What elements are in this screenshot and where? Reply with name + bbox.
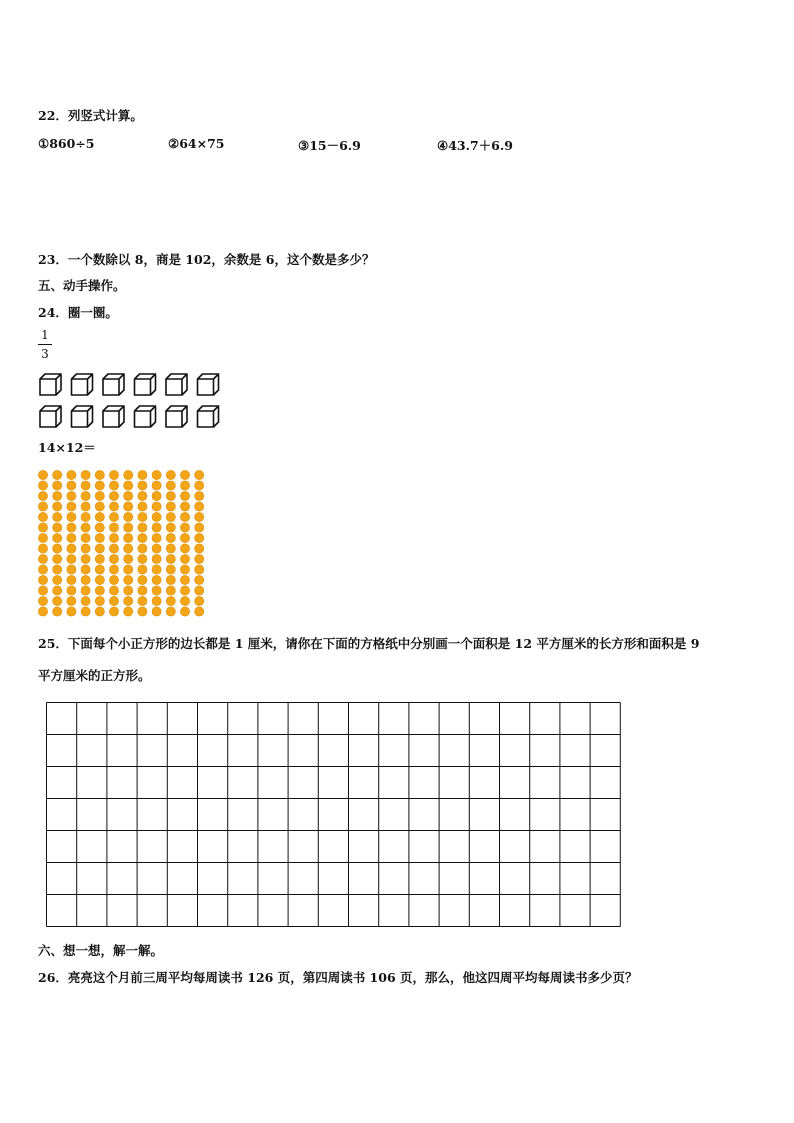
dot — [166, 481, 175, 490]
dot — [166, 470, 175, 479]
dot — [67, 607, 76, 616]
dot — [38, 575, 47, 584]
dot — [81, 596, 90, 605]
dot — [81, 523, 90, 532]
dot — [53, 523, 62, 532]
dot — [109, 491, 118, 500]
dot — [152, 512, 161, 521]
dot — [166, 533, 175, 542]
section-6-title: 六、想一想，解一解。 — [38, 943, 164, 958]
dot — [138, 554, 147, 563]
q25-line-2: 平方厘米的正方形。 — [38, 668, 151, 683]
dot — [53, 554, 62, 563]
dot — [109, 565, 118, 574]
dot — [138, 575, 147, 584]
dot — [195, 544, 204, 553]
dot — [95, 607, 104, 616]
dot — [195, 533, 204, 542]
dot — [195, 523, 204, 532]
dot — [166, 544, 175, 553]
dot — [180, 491, 189, 500]
fraction-numerator: 1 — [41, 328, 49, 342]
dot — [95, 533, 104, 542]
dot — [152, 491, 161, 500]
dot — [38, 491, 47, 500]
cube-icon — [166, 374, 187, 395]
dot — [152, 575, 161, 584]
cube-icon — [103, 406, 124, 427]
dot — [180, 470, 189, 479]
dot — [124, 470, 133, 479]
dot — [81, 607, 90, 616]
dot — [53, 565, 62, 574]
dot — [95, 481, 104, 490]
q24-heading: 24．圈一圈。 — [38, 305, 118, 320]
dot — [138, 565, 147, 574]
dot — [152, 554, 161, 563]
fraction-one-third — [38, 328, 52, 361]
dot — [166, 523, 175, 532]
dot — [180, 554, 189, 563]
dot — [195, 565, 204, 574]
dot — [67, 565, 76, 574]
dot — [166, 502, 175, 511]
dot — [81, 491, 90, 500]
dot — [166, 607, 175, 616]
dot — [124, 575, 133, 584]
dot — [109, 481, 118, 490]
dot — [67, 575, 76, 584]
dot — [53, 512, 62, 521]
cube-icon — [72, 374, 93, 395]
dot — [138, 607, 147, 616]
dot — [109, 554, 118, 563]
dot — [180, 533, 189, 542]
dot — [109, 596, 118, 605]
dot — [124, 533, 133, 542]
dot — [53, 586, 62, 595]
dot — [195, 502, 204, 511]
dot — [138, 512, 147, 521]
dot — [81, 481, 90, 490]
dot — [38, 481, 47, 490]
dot — [152, 481, 161, 490]
dot — [152, 502, 161, 511]
q22-item-2: ②64×75 — [168, 136, 225, 151]
dot — [124, 512, 133, 521]
cube-icon — [40, 374, 61, 395]
dot — [109, 607, 118, 616]
dot — [109, 586, 118, 595]
dot — [38, 533, 47, 542]
dot — [152, 470, 161, 479]
dot — [138, 523, 147, 532]
dot — [95, 586, 104, 595]
dot — [138, 544, 147, 553]
dot — [124, 523, 133, 532]
dot — [180, 523, 189, 532]
dot — [53, 575, 62, 584]
dot — [180, 575, 189, 584]
q22-item-1: ①860÷5 — [38, 136, 95, 151]
dot — [81, 575, 90, 584]
dot — [166, 512, 175, 521]
dot — [138, 481, 147, 490]
dot — [53, 481, 62, 490]
dot — [109, 544, 118, 553]
dot — [166, 565, 175, 574]
dot — [81, 565, 90, 574]
dot — [124, 565, 133, 574]
dot — [180, 565, 189, 574]
dot — [67, 554, 76, 563]
dot — [38, 512, 47, 521]
dot — [124, 491, 133, 500]
dot — [95, 544, 104, 553]
dot — [53, 470, 62, 479]
dot — [38, 586, 47, 595]
dot — [95, 502, 104, 511]
dot — [38, 565, 47, 574]
cube-icon — [198, 374, 219, 395]
q22-item-4: ④43.7＋6.9 — [437, 138, 513, 153]
dot — [81, 502, 90, 511]
q24-multiplication: 14×12＝ — [38, 440, 96, 455]
dot — [53, 607, 62, 616]
dot — [67, 523, 76, 532]
dot — [152, 544, 161, 553]
dot — [53, 491, 62, 500]
dot — [124, 481, 133, 490]
cube-icon — [135, 406, 156, 427]
dot — [180, 596, 189, 605]
dot — [109, 575, 118, 584]
dot — [81, 544, 90, 553]
dot — [95, 491, 104, 500]
dot — [81, 512, 90, 521]
dot — [38, 544, 47, 553]
dot — [195, 470, 204, 479]
dot — [109, 470, 118, 479]
q22-item-3: ③15－6.9 — [298, 138, 361, 153]
dot — [195, 554, 204, 563]
dot — [195, 575, 204, 584]
dot — [180, 607, 189, 616]
dot — [152, 586, 161, 595]
dot — [180, 586, 189, 595]
dot — [180, 544, 189, 553]
dot — [81, 554, 90, 563]
cube-icon — [103, 374, 124, 395]
dot — [124, 607, 133, 616]
cube-icon — [72, 406, 93, 427]
dot-array — [38, 470, 213, 618]
dot — [124, 502, 133, 511]
dot — [95, 523, 104, 532]
dot — [138, 470, 147, 479]
q26-text: 26．亮亮这个月前三周平均每周读书 126 页，第四周读书 106 页，那么，他这四周平均每周读书多少页？ — [38, 970, 638, 985]
dot — [166, 575, 175, 584]
dot — [53, 596, 62, 605]
cube-icon — [40, 406, 61, 427]
dot — [138, 596, 147, 605]
cube-icon — [198, 406, 219, 427]
dot — [53, 544, 62, 553]
dot — [138, 491, 147, 500]
dot — [195, 481, 204, 490]
dot — [124, 586, 133, 595]
dot — [38, 523, 47, 532]
q22-heading: 22．列竖式计算。 — [38, 108, 143, 123]
dot — [95, 565, 104, 574]
dot — [195, 586, 204, 595]
dot — [109, 502, 118, 511]
dot — [109, 523, 118, 532]
dot — [166, 596, 175, 605]
dot — [152, 533, 161, 542]
dot — [53, 502, 62, 511]
square-grid — [46, 702, 623, 928]
q23-text: 23．一个数除以 8，商是 102，余数是 6，这个数是多少？ — [38, 252, 375, 267]
dot — [152, 565, 161, 574]
dot — [138, 502, 147, 511]
dot — [95, 596, 104, 605]
dot — [67, 512, 76, 521]
dot — [67, 596, 76, 605]
dot — [67, 491, 76, 500]
dot — [81, 533, 90, 542]
dot — [67, 481, 76, 490]
dot — [38, 554, 47, 563]
dot — [38, 502, 47, 511]
dot — [138, 586, 147, 595]
dot — [67, 470, 76, 479]
dot — [81, 586, 90, 595]
dot — [180, 481, 189, 490]
cube-icon — [166, 406, 187, 427]
dot — [180, 502, 189, 511]
section-5-title: 五、动手操作。 — [38, 278, 126, 293]
dot — [95, 575, 104, 584]
dot — [166, 554, 175, 563]
dot — [95, 470, 104, 479]
dot — [109, 512, 118, 521]
dot — [180, 512, 189, 521]
dot — [38, 470, 47, 479]
dot — [195, 607, 204, 616]
dot — [67, 502, 76, 511]
dot — [124, 544, 133, 553]
dot — [81, 470, 90, 479]
dot — [152, 596, 161, 605]
q25-line-1: 25．下面每个小正方形的边长都是 1 厘米，请你在下面的方格纸中分别画一个面积是 12 平方厘米的长方形和面积是 9 — [38, 636, 700, 651]
dot — [38, 607, 47, 616]
dot — [152, 607, 161, 616]
cube-icon — [135, 374, 156, 395]
dot — [195, 491, 204, 500]
dot — [67, 533, 76, 542]
dot — [166, 586, 175, 595]
dot — [53, 533, 62, 542]
dot — [95, 512, 104, 521]
dot — [138, 533, 147, 542]
fraction-denominator: 3 — [41, 347, 49, 361]
dot — [38, 596, 47, 605]
fraction-bar — [38, 344, 52, 345]
dot — [109, 533, 118, 542]
dot — [67, 544, 76, 553]
dot — [166, 491, 175, 500]
dot — [195, 512, 204, 521]
dot — [152, 523, 161, 532]
cube-array — [38, 370, 238, 430]
dot — [195, 596, 204, 605]
dot — [67, 586, 76, 595]
dot — [95, 554, 104, 563]
dot — [124, 596, 133, 605]
dot — [124, 554, 133, 563]
